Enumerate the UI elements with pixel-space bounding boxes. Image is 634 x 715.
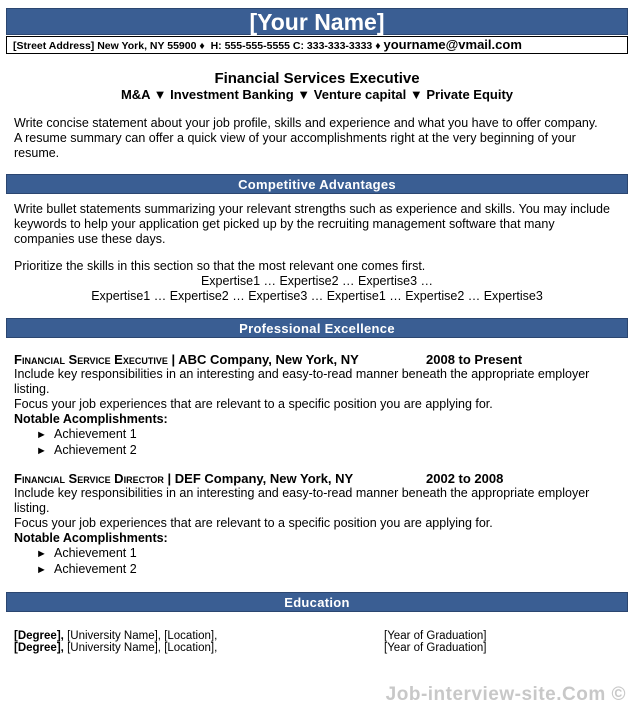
graduation-year-text: [Year of Graduation] xyxy=(384,630,487,642)
separator-diamond-icon: ♦ xyxy=(375,40,381,52)
specialties-line: M&A ▼ Investment Banking ▼ Venture capital ▼ Private Equity xyxy=(120,87,514,102)
education-row xyxy=(14,630,487,642)
achievement-text: Achievement 1 xyxy=(54,427,137,441)
university-text: [University Name], [Location], xyxy=(67,630,218,642)
summary-paragraph xyxy=(14,116,614,161)
triangle-bullet-icon: ► xyxy=(36,445,47,457)
notable-heading: Notable Acomplishments: xyxy=(14,412,168,426)
triangle-bullet-icon: ► xyxy=(36,564,47,576)
job-entry xyxy=(14,471,614,578)
graduation-year-text: [Year of Graduation] xyxy=(384,642,487,654)
competitive-line: companies use these days. xyxy=(14,232,166,246)
job-entry xyxy=(14,352,614,459)
cell-phone-text: C: 333-333-3333 xyxy=(292,40,373,52)
site-watermark: Job-interview-site.Com © xyxy=(385,684,626,705)
summary-line: A resume summary can offer a quick view of your accomplishments right at the very beginning of your xyxy=(14,131,576,145)
section-heading-competitive: Competitive Advantages xyxy=(6,174,628,194)
summary-line: resume. xyxy=(14,146,60,160)
achievement-text: Achievement 2 xyxy=(54,443,137,457)
achievement-item xyxy=(14,427,614,443)
contact-bar xyxy=(6,36,628,54)
section-heading-education: Education xyxy=(6,592,628,612)
triangle-bullet-icon: ► xyxy=(36,548,47,560)
job-responsibility-line: Include key responsibilities in an interesting and easy-to-read manner beneath the appropriate employer xyxy=(14,486,590,500)
achievement-text: Achievement 2 xyxy=(54,562,137,576)
degree-text: [Degree], xyxy=(14,642,64,654)
job-heading xyxy=(14,352,614,367)
job-responsibility-line: listing. xyxy=(14,501,50,515)
achievement-item xyxy=(14,443,614,459)
resume-name-banner: [Your Name] xyxy=(6,8,628,35)
achievement-item xyxy=(14,546,614,562)
education-row xyxy=(14,642,487,654)
job-responsibility-line: listing. xyxy=(14,382,50,396)
expertise-line: Expertise1 … Expertise2 … Expertise3 … xyxy=(200,274,434,288)
notable-heading: Notable Acomplishments: xyxy=(14,531,168,545)
triangle-bullet-icon: ► xyxy=(36,429,47,441)
job-focus-line: Focus your job experiences that are relevant to a specific position you are applying for. xyxy=(14,516,493,530)
prioritize-text: Prioritize the skills in this section so that the most relevant one comes first. xyxy=(14,259,426,273)
achievement-text: Achievement 1 xyxy=(54,546,137,560)
home-phone-text: H: 555-555-5555 xyxy=(210,40,290,52)
degree-text: [Degree], xyxy=(14,630,64,642)
university-text: [University Name], [Location], xyxy=(67,642,218,654)
section-heading-professional: Professional Excellence xyxy=(6,318,628,338)
job-title: Financial Services Executive xyxy=(214,70,420,87)
separator-diamond-icon: ♦ xyxy=(199,40,205,52)
job-focus-line: Focus your job experiences that are relevant to a specific position you are applying for. xyxy=(14,397,493,411)
address-text: [Street Address] New York, NY 55900 xyxy=(13,40,197,52)
summary-line: Write concise statement about your job profile, skills and experience and what you have to offer company. xyxy=(14,116,598,130)
job-company: | DEF Company, New York, NY xyxy=(167,471,354,486)
competitive-line: Write bullet statements summarizing your relevant strengths such as experience and skills. You may include xyxy=(14,202,610,216)
competitive-paragraph xyxy=(14,202,614,247)
expertise-line: Expertise1 … Expertise2 … Expertise3 … Expertise1 … Expertise2 … Expertise3 xyxy=(91,289,543,303)
job-heading xyxy=(14,471,614,486)
job-responsibility-line: Include key responsibilities in an interesting and easy-to-read manner beneath the appropriate employer xyxy=(14,367,590,381)
email-link[interactable]: yourname@vmail.com xyxy=(383,37,522,52)
job-role: Financial Service Executive xyxy=(14,352,168,367)
job-dates: 2008 to Present xyxy=(426,352,523,367)
job-dates: 2002 to 2008 xyxy=(426,471,504,486)
achievement-item xyxy=(14,562,614,578)
job-role: Financial Service Director xyxy=(14,471,164,486)
job-company: | ABC Company, New York, NY xyxy=(171,352,359,367)
competitive-line: keywords to help your application get picked up by the recruiting management software that many xyxy=(14,217,555,231)
